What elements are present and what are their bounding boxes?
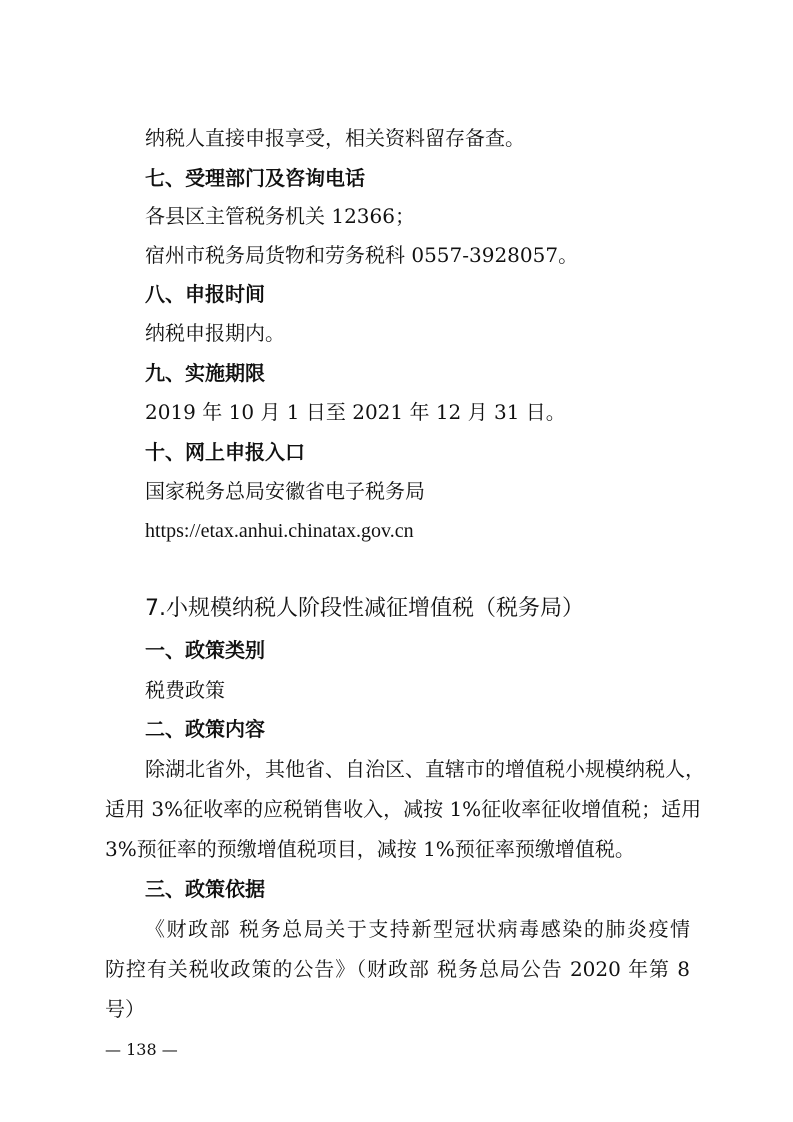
- heading-consult: 七、受理部门及咨询电话: [145, 166, 365, 190]
- text-line: 各县区主管税务机关 12366；: [145, 204, 415, 228]
- text-line: 税费政策: [145, 678, 225, 702]
- heading-basis: 三、政策依据: [145, 877, 265, 901]
- paragraph-line: 防控有关税收政策的公告》（财政部 税务总局公告 2020 年第 8: [105, 957, 690, 981]
- text-line: 纳税人直接申报享受，相关资料留存备查。: [145, 126, 525, 150]
- url-link[interactable]: https://etax.anhui.chinatax.gov.cn: [145, 520, 414, 542]
- text-line: 国家税务总局安徽省电子税务局: [145, 479, 425, 503]
- heading-declare-time: 八、申报时间: [145, 282, 265, 306]
- heading-category: 一、政策类别: [145, 638, 265, 662]
- text-line: 2019 年 10 月 1 日至 2021 年 12 月 31 日。: [145, 400, 566, 424]
- paragraph-line: 3%预征率的预缴增值税项目，减按 1%预征率预缴增值税。: [105, 837, 635, 861]
- text-line: 纳税申报期内。: [145, 321, 285, 345]
- section-title: 7.小规模纳税人阶段性减征增值税（税务局）: [145, 596, 584, 621]
- page-number: — 138 —: [105, 1040, 178, 1059]
- paragraph-line: 除湖北省外，其他省、自治区、直辖市的增值税小规模纳税人，: [145, 757, 705, 781]
- paragraph-line: 适用 3%征收率的应税销售收入，减按 1%征收率征收增值税；适用: [105, 797, 702, 821]
- text-line: 宿州市税务局货物和劳务税科 0557-3928057。: [145, 243, 579, 267]
- paragraph-line: 号）: [105, 997, 145, 1021]
- heading-content: 二、政策内容: [145, 717, 265, 741]
- heading-online-entry: 十、网上申报入口: [145, 440, 305, 464]
- heading-period: 九、实施期限: [145, 361, 265, 385]
- paragraph-line: 《财政部 税务总局关于支持新型冠状病毒感染的肺炎疫情: [145, 917, 690, 941]
